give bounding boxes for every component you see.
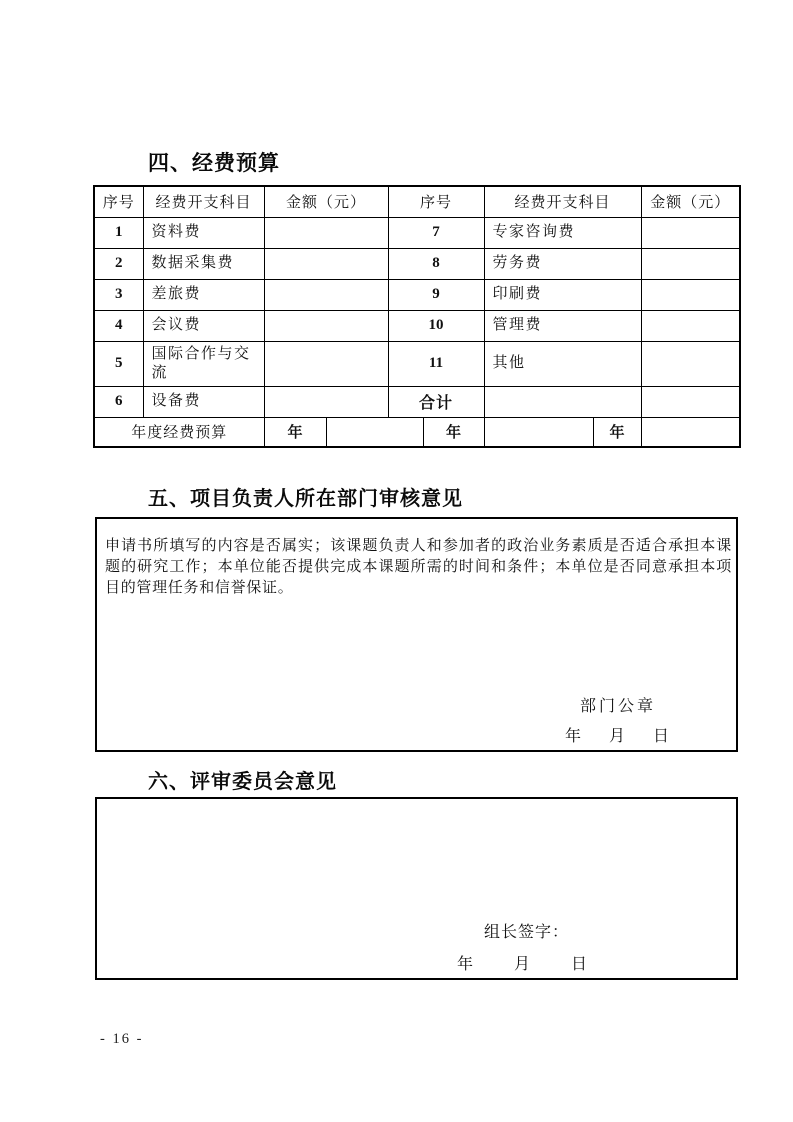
date-line bbox=[565, 723, 669, 746]
annual-budget-label: 年度经费预算 bbox=[94, 417, 264, 447]
item-cell: 其他 bbox=[484, 341, 641, 386]
item-cell: 劳务费 bbox=[484, 248, 641, 279]
amount-cell bbox=[264, 341, 388, 386]
year-amount-cell bbox=[641, 417, 740, 447]
year-label: 年 bbox=[264, 417, 326, 447]
budget-row-6 bbox=[94, 386, 740, 417]
total-label-cell: 合计 bbox=[388, 386, 484, 417]
total-amount-cell bbox=[484, 386, 641, 417]
section5-title: 五、项目负责人所在部门审核意见 bbox=[148, 488, 463, 510]
header-item-left: 经费开支科目 bbox=[143, 186, 264, 217]
month-label: 月 bbox=[514, 956, 531, 973]
no-cell: 1 bbox=[94, 217, 143, 248]
no-cell: 8 bbox=[388, 248, 484, 279]
amount-cell bbox=[264, 279, 388, 310]
no-cell: 7 bbox=[388, 217, 484, 248]
budget-row-1 bbox=[94, 217, 740, 248]
no-cell: 9 bbox=[388, 279, 484, 310]
budget-table bbox=[93, 185, 741, 448]
amount-cell bbox=[641, 386, 740, 417]
header-no-left: 序号 bbox=[94, 186, 143, 217]
item-cell: 印刷费 bbox=[484, 279, 641, 310]
committee-opinion-box bbox=[95, 797, 738, 980]
item-cell: 数据采集费 bbox=[143, 248, 264, 279]
year-label: 年 bbox=[565, 728, 582, 745]
year-amount-cell bbox=[326, 417, 423, 447]
year-label: 年 bbox=[423, 417, 484, 447]
item-cell: 资料费 bbox=[143, 217, 264, 248]
item-cell: 设备费 bbox=[143, 386, 264, 417]
amount-cell bbox=[264, 310, 388, 341]
header-item-right: 经费开支科目 bbox=[484, 186, 641, 217]
amount-cell bbox=[264, 248, 388, 279]
amount-cell bbox=[264, 386, 388, 417]
header-amount-right: 金额（元） bbox=[641, 186, 740, 217]
no-cell: 6 bbox=[94, 386, 143, 417]
amount-cell bbox=[641, 279, 740, 310]
no-cell: 4 bbox=[94, 310, 143, 341]
budget-annual-row bbox=[94, 417, 740, 447]
day-label: 日 bbox=[571, 956, 588, 973]
amount-cell bbox=[264, 217, 388, 248]
item-cell: 国际合作与交流 bbox=[143, 341, 264, 386]
item-cell: 专家咨询费 bbox=[484, 217, 641, 248]
day-label: 日 bbox=[653, 728, 670, 745]
item-cell: 管理费 bbox=[484, 310, 641, 341]
budget-row-5 bbox=[94, 341, 740, 386]
budget-row-2 bbox=[94, 248, 740, 279]
year-label: 年 bbox=[457, 956, 474, 973]
amount-cell bbox=[641, 341, 740, 386]
budget-row-4 bbox=[94, 310, 740, 341]
section4-title: 四、经费预算 bbox=[148, 152, 280, 175]
date-line bbox=[457, 951, 587, 974]
leader-signature-label: 组长签字： bbox=[484, 924, 570, 941]
budget-header-row bbox=[94, 186, 740, 217]
department-seal-label: 部门公章 bbox=[580, 698, 657, 715]
review-guideline-text: 申请书所填写的内容是否属实；该课题负责人和参加者的政治业务素质是否适合承担本课题的研究工作；本单位能否提供完成本课题所需的时间和条件；本单位是否同意承担本项目的管理任务和信誉保证。 bbox=[105, 538, 732, 596]
no-cell: 3 bbox=[94, 279, 143, 310]
header-amount-left: 金额（元） bbox=[264, 186, 388, 217]
item-cell: 会议费 bbox=[143, 310, 264, 341]
no-cell: 5 bbox=[94, 341, 143, 386]
no-cell: 2 bbox=[94, 248, 143, 279]
page-number: - 16 - bbox=[100, 1031, 144, 1047]
no-cell: 11 bbox=[388, 341, 484, 386]
department-review-box bbox=[95, 517, 738, 752]
amount-cell bbox=[641, 217, 740, 248]
budget-row-3 bbox=[94, 279, 740, 310]
item-cell: 差旅费 bbox=[143, 279, 264, 310]
amount-cell bbox=[641, 248, 740, 279]
section6-title: 六、评审委员会意见 bbox=[148, 771, 337, 793]
month-label: 月 bbox=[609, 728, 626, 745]
amount-cell bbox=[641, 310, 740, 341]
header-no-right: 序号 bbox=[388, 186, 484, 217]
no-cell: 10 bbox=[388, 310, 484, 341]
year-amount-cell bbox=[484, 417, 593, 447]
year-label: 年 bbox=[593, 417, 641, 447]
